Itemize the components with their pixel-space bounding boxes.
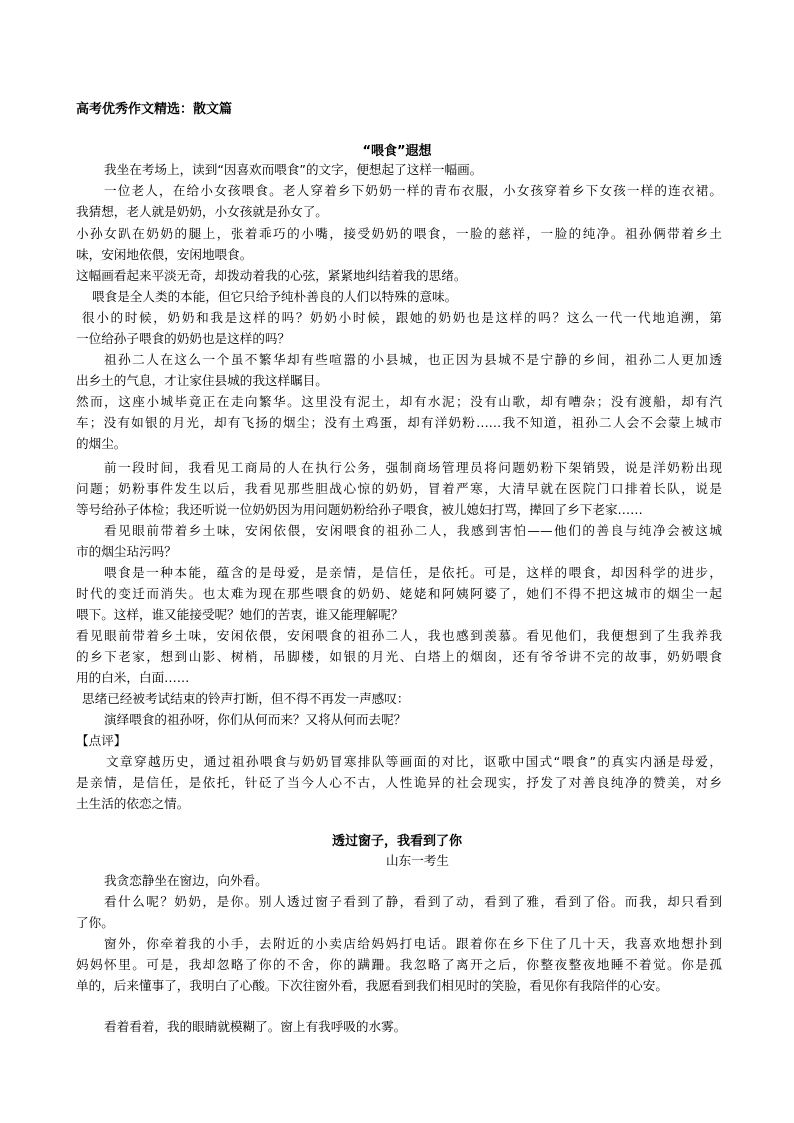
essay2-line: 看什么呢？奶奶，是你。别人透过窗子看到了静，看到了动，看到了雅，看到了俗。而我，却只看到	[104, 894, 722, 909]
essay2-author: 山东一考生	[386, 853, 449, 868]
essay1-line: 喂食是一种本能，蕴含的是母爱，是亲情，是信任，是依托。可是，这样的喂食，却因科学的进步，	[104, 565, 722, 580]
essay1-line: 时代的变迁而消失。也太难为现在那些喂食的奶奶、姥姥和阿姨阿婆了，她们不得不把这城市的烟尘一起	[76, 586, 722, 601]
comment-label: 【点评】	[76, 733, 127, 748]
essay1-line: 前一段时间，我看见工商局的人在执行公务，强制商场管理员将问题奶粉下架销毁，说是洋奶粉出现	[104, 460, 722, 475]
essay1-line: 的乡下老家，想到山影、树梢，吊脚楼，如银的月光、白塔上的烟囱，还有爷爷讲不完的故事，奶奶喂食	[76, 649, 722, 664]
essay2-line: 了你。	[76, 915, 114, 930]
essay2-line: 妈妈怀里。可是，我却忽略了你的不舍，你的蹒跚。我忽略了离开之后，你整夜整夜地睡不着觉。你是孤	[76, 957, 722, 972]
essay1-line: 看见眼前带着乡土味，安闲依偎，安闲喂食的祖孙二人，我感到害怕——他们的善良与纯净会被这城	[104, 523, 722, 538]
essay1-title: “喂食”遐想	[362, 144, 432, 159]
essay1-line: 喂食是全人类的本能，但它只给予纯朴善良的人们以特殊的意味。	[92, 289, 458, 304]
essay1-line: 演绎喂食的祖孙呀，你们从何而来？又将从何而去呢？	[104, 712, 407, 727]
essay2-line: 看着看着，我的眼睛就模糊了。窗上有我呼吸的水雾。	[104, 1019, 407, 1034]
essay1-line: 然而，这座小城毕竟正在走向繁华。这里没有泥土，却有水泥；没有山歌，却有嘈杂；没有渡船，却有汽	[76, 394, 722, 409]
essay2-line: 我贪恋静坐在窗边，向外看。	[104, 873, 268, 888]
essay2-line: 窗外，你牵着我的小手，去附近的小卖店给妈妈打电话。跟着你在乡下住了几十天，我喜欢地想扑到	[104, 936, 722, 951]
document-header: 高考优秀作文精选：散文篇	[76, 102, 233, 117]
essay1-line: 我坐在考场上，读到“因喜欢而喂食”的文字，便想起了这样一幅画。	[104, 162, 483, 177]
essay1-line: 一位给孙子喂食的奶奶也是这样的吗？	[76, 331, 291, 346]
essay1-line: 出乡土的气息，才让家住县城的我这样瞩目。	[76, 373, 328, 388]
essay1-line: 思绪已经被考试结束的铃声打断，但不得不再发一声感叹：	[82, 691, 410, 706]
essay1-line: 用的白米，白面……	[76, 670, 190, 685]
essay1-line: 祖孙二人在这么一个虽不繁华却有些喧嚣的小县城，也正因为县城不是宁静的乡间，祖孙二人更加透	[104, 352, 722, 367]
essay1-line: 一位老人，在给小女孩喂食。老人穿着乡下奶奶一样的青布衣服，小女孩穿着乡下女孩一样的连衣裙。	[104, 183, 722, 198]
essay1-line: 看见眼前带着乡土味，安闲依偎，安闲喂食的祖孙二人，我也感到羡慕。看见他们，我便想到了生我养我	[76, 628, 722, 643]
essay1-line: 市的烟尘玷污吗？	[76, 544, 177, 559]
essay1-line: 很小的时候，奶奶和我是这样的吗？奶奶小时候，跟她的奶奶也是这样的吗？这么一代一代地追溯，第	[82, 310, 722, 325]
essay1-line: 车；没有如银的月光，却有飞扬的烟尘；没有土鸡蛋，却有洋奶粉……我不知道，祖孙二人会不会蒙上城市	[76, 415, 722, 430]
essay1-line: 这幅画看起来平淡无奇，却拨动着我的心弦，紧紧地纠结着我的思绪。	[76, 268, 467, 283]
essay2-line: 单的，后来懂事了，我明白了心酸。下次往窗外看，我愿看到我们相见时的笑脸，看见你有我陪伴的心安。	[76, 978, 668, 993]
essay1-line: 是亲情，是信任，是依托，针砭了当今人心不古，人性诡异的社会现实，抒发了对善良纯净的赞美，对乡	[76, 775, 722, 790]
essay1-line: 文章穿越历史，通过祖孙喂食与奶奶冒寒排队等画面的对比，讴歌中国式“喂食”的真实内涵是母爱，	[106, 754, 722, 769]
essay2-title: 透过窗子，我看到了你	[331, 834, 462, 849]
essay1-line: 等号给孙子体检；我还听说一位奶奶因为用问题奶粉给孙子喂食，被儿媳妇打骂，撵回了乡下老家……	[76, 502, 643, 517]
essay1-line: 我猜想，老人就是奶奶，小女孩就是孙女了。	[76, 204, 328, 219]
essay1-line: 问题；奶粉事件发生以后，我看见那些胆战心惊的奶奶，冒着严寒，大清早就在医院门口排着长队，说是	[76, 481, 722, 496]
essay1-line: 喂下。这样，谁又能接受呢？她们的苦衷，谁又能理解呢？	[76, 607, 404, 622]
essay1-line: 小孙女趴在奶奶的腿上，张着乖巧的小嘴，接受奶奶的喂食，一脸的慈祥，一脸的纯净。祖孙俩带着乡土	[76, 226, 722, 241]
essay1-line: 味，安闲地依偎，安闲地喂食。	[76, 247, 253, 262]
essay1-line: 的烟尘。	[76, 436, 127, 451]
essay1-line: 土生活的依恋之情。	[76, 796, 190, 811]
